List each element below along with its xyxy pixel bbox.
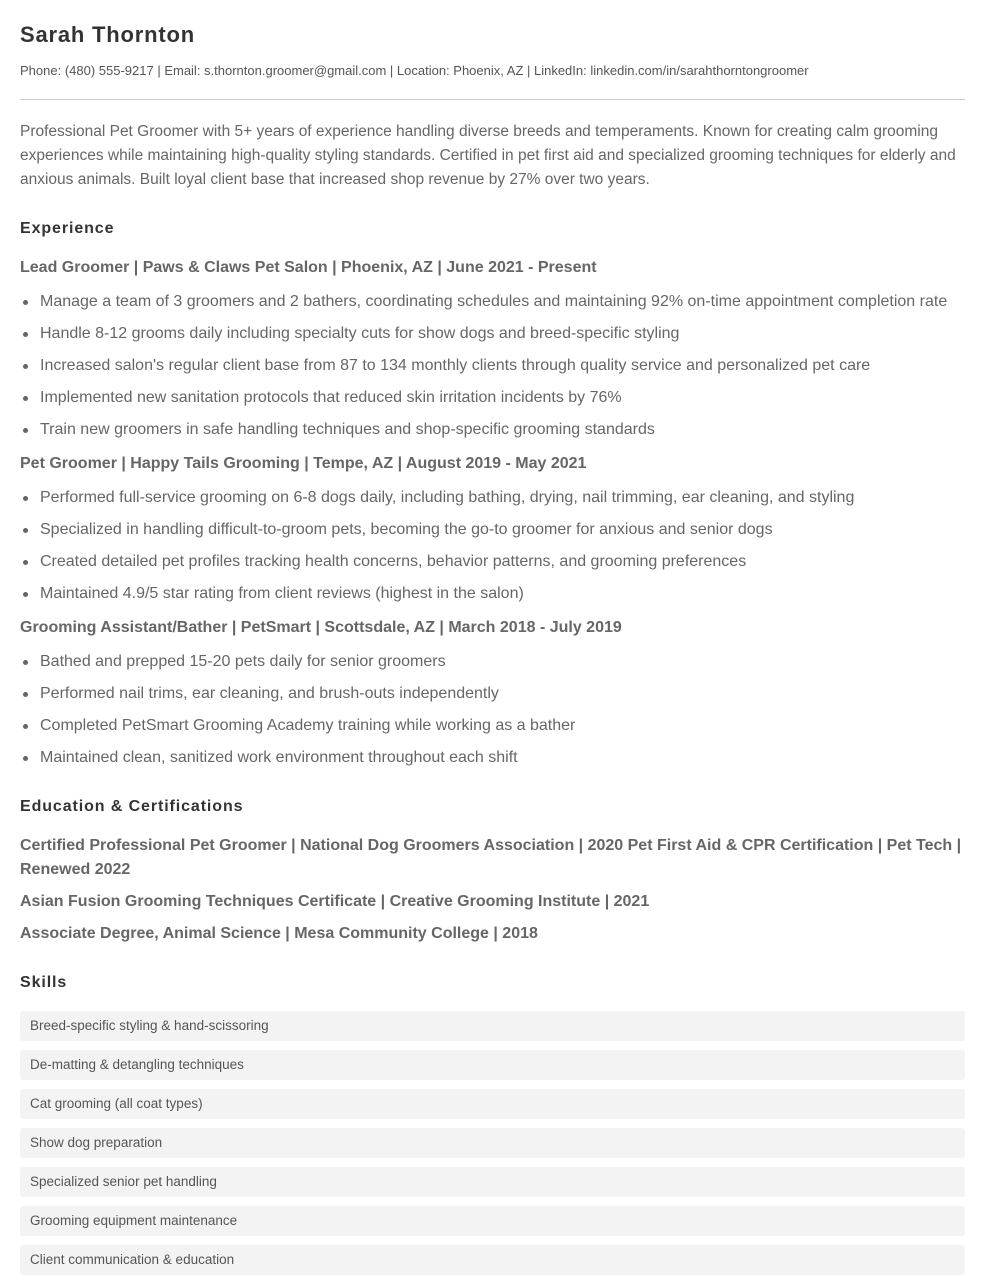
bullet-dot (23, 560, 28, 565)
contact-line: Phone: (480) 555-9217 | Email: s.thornton.groomer@gmail.com | Location: Phoenix, AZ | LinkedIn: linkedin.com/in/sarahthorntongroomer (20, 63, 809, 78)
skill-tag: Grooming equipment maintenance (20, 1206, 965, 1236)
bullet-dot (23, 528, 28, 533)
header-divider (20, 99, 965, 100)
skill-tag: Cat grooming (all coat types) (20, 1089, 965, 1119)
bullet-dot (23, 300, 28, 305)
skill-tag: Specialized senior pet handling (20, 1167, 965, 1197)
bullet-dot (23, 496, 28, 501)
bullet-dot (23, 364, 28, 369)
education-item-2: Asian Fusion Grooming Techniques Certificate | Creative Grooming Institute | 2021 (20, 893, 650, 910)
job-title-2: Pet Groomer | Happy Tails Grooming | Tempe, AZ | August 2019 - May 2021 (20, 455, 587, 472)
skill-tag: Show dog preparation (20, 1128, 965, 1158)
job-title-1: Lead Groomer | Paws & Claws Pet Salon | Phoenix, AZ | June 2021 - Present (20, 259, 597, 276)
skill-tag: Client communication & education (20, 1245, 965, 1275)
skill-tag: Breed-specific styling & hand-scissoring (20, 1011, 965, 1041)
professional-summary: Professional Pet Groomer with 5+ years of experience handling diverse breeds and temperaments. Known for creating calm grooming experiences while maintaining high-quality styling standards. Certified in pet first aid and specialized grooming techniques for elderly and anxious animals. Built loyal client base that increased shop revenue by 27% over two years. (20, 123, 956, 188)
bullet-dot (23, 692, 28, 697)
bullet-dot (23, 660, 28, 665)
education-item-3: Associate Degree, Animal Science | Mesa Community College | 2018 (20, 925, 538, 942)
candidate-name: Sarah Thornton (20, 22, 195, 47)
bullet-dot (23, 428, 28, 433)
bullet-dot (23, 756, 28, 761)
bullet-dot (23, 332, 28, 337)
bullet-dot (23, 592, 28, 597)
education-heading: Education & Certifications (20, 798, 244, 815)
experience-heading: Experience (20, 220, 115, 237)
bullet-dot (23, 396, 28, 401)
skill-tag: De-matting & detangling techniques (20, 1050, 965, 1080)
education-item-1: Certified Professional Pet Groomer | National Dog Groomers Association | 2020 Pet First Aid & CPR Certification | Pet Tech | Renewed 2022 (20, 837, 962, 878)
bullet-dot (23, 724, 28, 729)
skills-heading: Skills (20, 974, 68, 991)
job-title-3: Grooming Assistant/Bather | PetSmart | Scottsdale, AZ | March 2018 - July 2019 (20, 619, 622, 636)
